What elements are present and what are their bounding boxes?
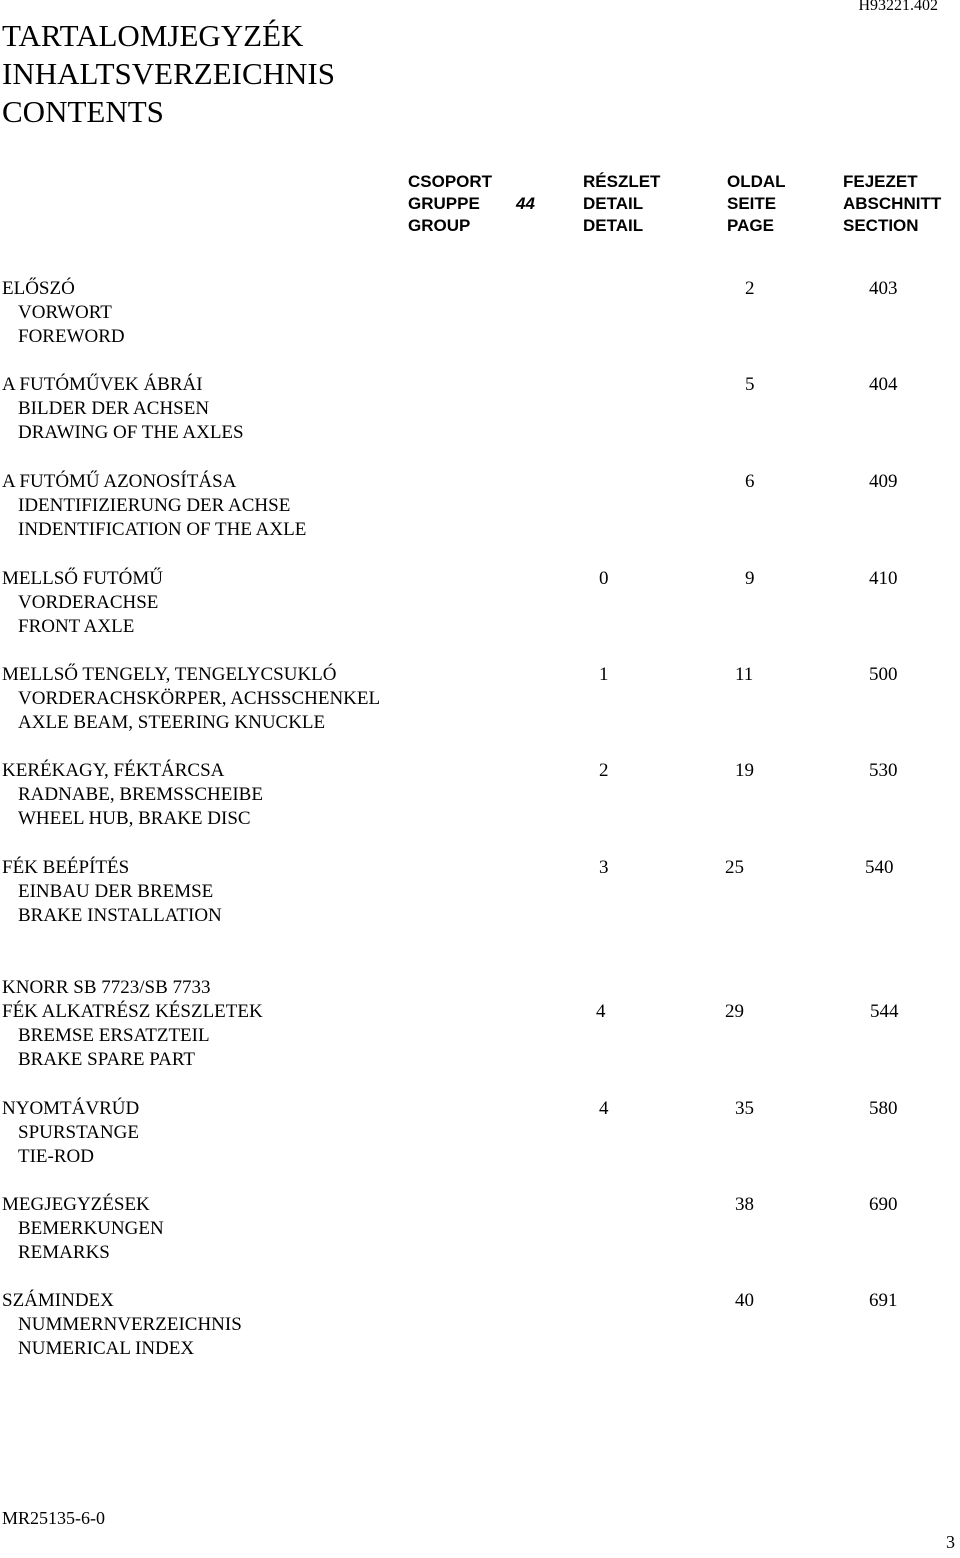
toc-page-number: 11 xyxy=(735,664,754,685)
toc-page-number: 19 xyxy=(735,760,754,781)
toc-section-number: 690 xyxy=(869,1194,898,1215)
toc-detail-number: 4 xyxy=(599,1098,609,1119)
toc-section-number: 410 xyxy=(869,568,898,589)
toc-page-number: 38 xyxy=(735,1194,754,1215)
toc-section-number: 580 xyxy=(869,1098,898,1119)
toc-entry-axle-identification: A FUTÓMŰ AZONOSÍTÁSA IDENTIFIZIERUNG DER ACHSE INDENTIFICATION OF THE AXLE xyxy=(2,471,307,540)
toc-page-number: 40 xyxy=(735,1290,754,1311)
toc-page-number: 35 xyxy=(735,1098,754,1119)
column-header-page: OLDAL SEITE PAGE xyxy=(727,172,786,235)
document-number: H93221.402 xyxy=(858,0,938,14)
toc-section-number: 540 xyxy=(865,857,894,878)
toc-page-number: 25 xyxy=(725,857,744,878)
toc-page-number: 2 xyxy=(745,278,755,299)
footer-page-number: 3 xyxy=(946,1532,955,1552)
toc-section-number: 409 xyxy=(869,471,898,492)
column-header-detail: RÉSZLET DETAIL DETAIL xyxy=(583,172,661,235)
toc-entry-foreword: ELŐSZÓ VORWORT FOREWORD xyxy=(2,278,125,347)
toc-entry-axle-beam: MELLSŐ TENGELY, TENGELYCSUKLÓ VORDERACHSKÖRPER, ACHSSCHENKEL AXLE BEAM, STEERING KNUCKLE xyxy=(2,664,381,733)
title-english: CONTENTS xyxy=(2,94,164,129)
column-header-group: CSOPORT GRUPPE GROUP xyxy=(408,172,493,235)
toc-detail-number: 0 xyxy=(599,568,609,589)
toc-entry-numerical-index: SZÁMINDEX NUMMERNVERZEICHNIS NUMERICAL INDEX xyxy=(2,1290,242,1359)
column-header-section: FEJEZET ABSCHNITT SECTION xyxy=(843,172,942,235)
toc-section-number: 530 xyxy=(869,760,898,781)
toc-page-number: 5 xyxy=(745,374,755,395)
toc-entry-remarks: MEGJEGYZÉSEK BEMERKUNGEN REMARKS xyxy=(2,1194,164,1263)
toc-page-number: 6 xyxy=(745,471,755,492)
toc-page-number: 29 xyxy=(725,1001,744,1022)
title-hungarian: TARTALOMJEGYZÉK xyxy=(2,18,304,53)
toc-section-number: 500 xyxy=(869,664,898,685)
toc-entry-brake-spare-parts: KNORR SB 7723/SB 7733 FÉK ALKATRÉSZ KÉSZLETEK BREMSE ERSATZTEIL BRAKE SPARE PART xyxy=(2,977,263,1070)
toc-detail-number: 1 xyxy=(599,664,609,685)
toc-entry-brake-installation: FÉK BEÉPÍTÉS EINBAU DER BREMSE BRAKE INSTALLATION xyxy=(2,857,222,926)
toc-entry-tie-rod: NYOMTÁVRÚD SPURSTANGE TIE-ROD xyxy=(2,1098,140,1167)
group-number: 44 xyxy=(516,194,535,213)
toc-detail-number: 2 xyxy=(599,760,609,781)
toc-detail-number: 3 xyxy=(599,857,609,878)
toc-entry-axle-drawings: A FUTÓMŰVEK ÁBRÁI BILDER DER ACHSEN DRAWING OF THE AXLES xyxy=(2,374,244,443)
toc-entry-front-axle: MELLSŐ FUTÓMŰ VORDERACHSE FRONT AXLE xyxy=(2,568,163,637)
footer-code: MR25135-6-0 xyxy=(2,1508,105,1528)
toc-entry-wheel-hub: KERÉKAGY, FÉKTÁRCSA RADNABE, BREMSSCHEIBE WHEEL HUB, BRAKE DISC xyxy=(2,760,263,829)
toc-section-number: 403 xyxy=(869,278,898,299)
title-german: INHALTSVERZEICHNIS xyxy=(2,56,335,91)
toc-section-number: 404 xyxy=(869,374,898,395)
toc-section-number: 691 xyxy=(869,1290,898,1311)
toc-page-number: 9 xyxy=(745,568,755,589)
toc-detail-number: 4 xyxy=(596,1001,606,1022)
toc-section-number: 544 xyxy=(870,1001,899,1022)
